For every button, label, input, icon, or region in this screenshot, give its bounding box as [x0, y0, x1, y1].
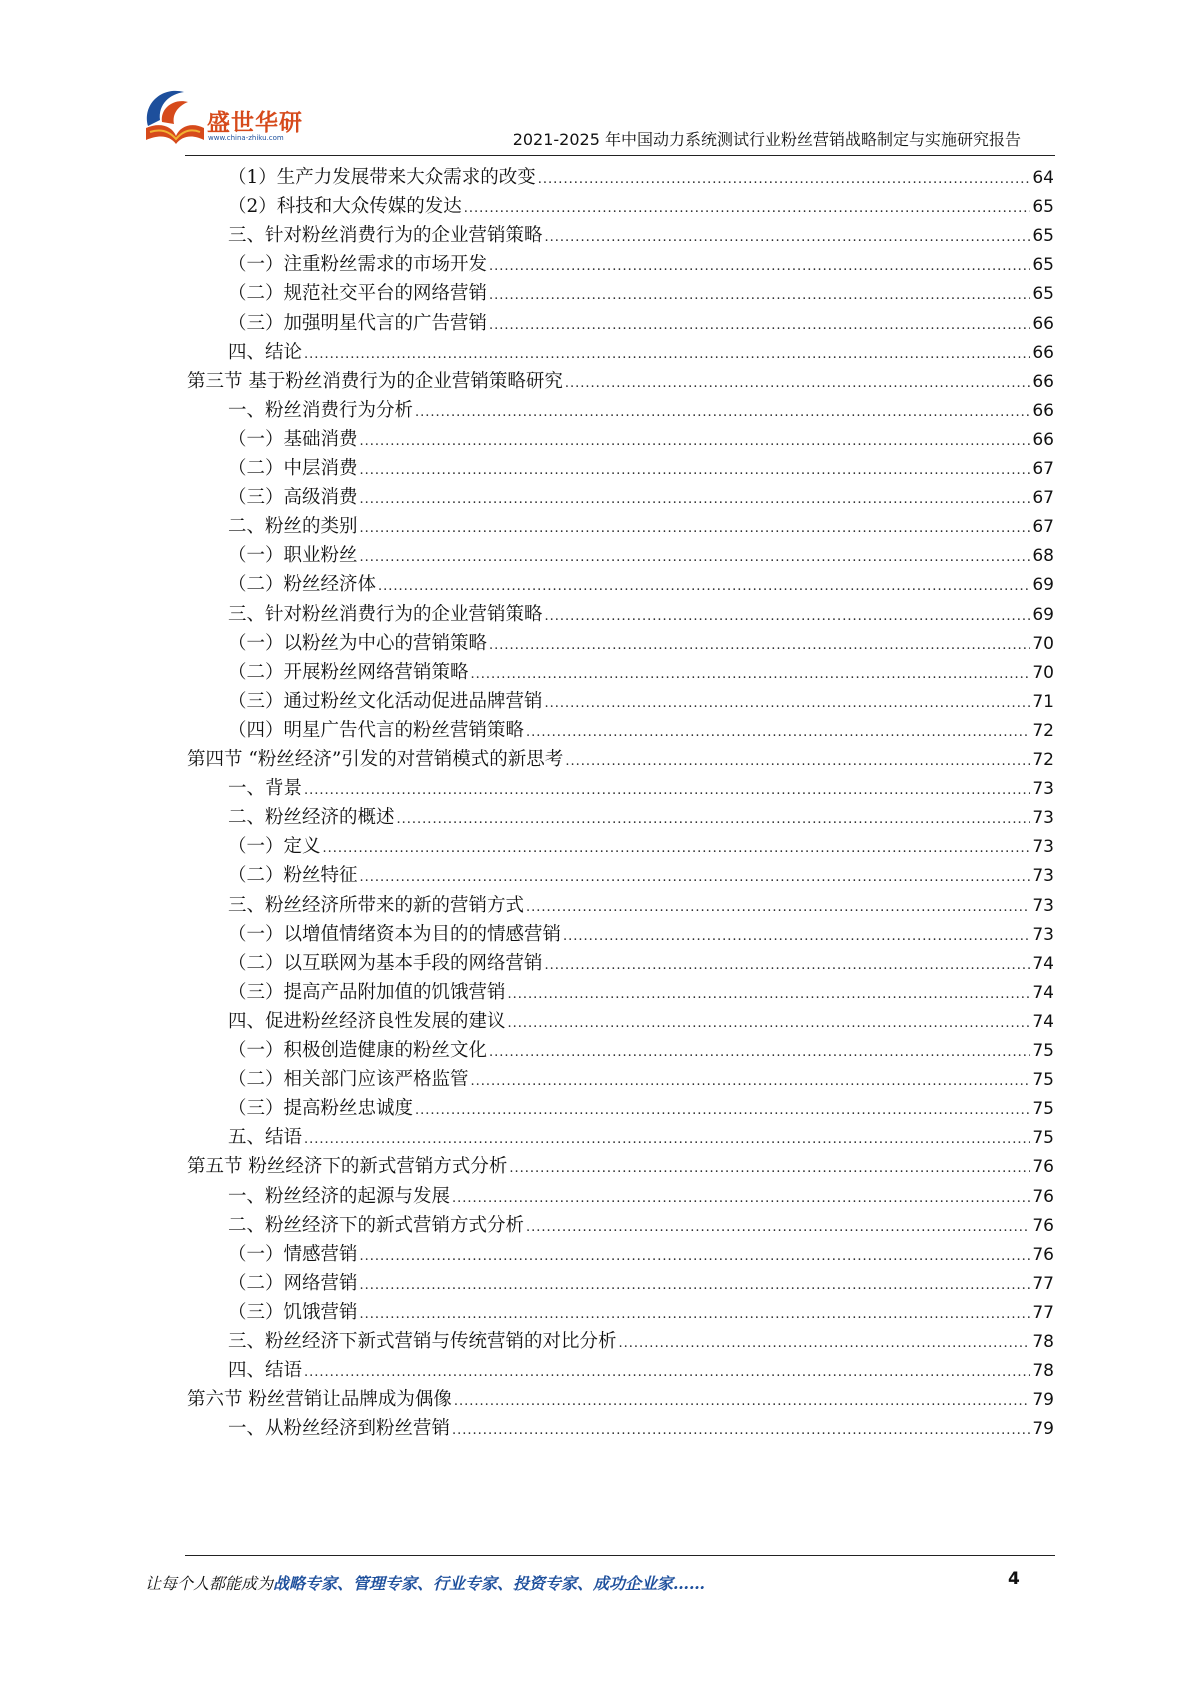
toc-entry-page: 65 [1032, 284, 1054, 305]
toc-entry-page: 74 [1032, 953, 1054, 974]
toc-entry-page: 72 [1032, 720, 1054, 741]
toc-entry-page: 76 [1032, 1157, 1054, 1178]
toc-entry-label: （1）生产力发展带来大众需求的改变 [228, 167, 536, 188]
toc-entry-page: 75 [1032, 1099, 1054, 1120]
toc-entry-label: 三、粉丝经济下新式营销与传统营销的对比分析 [228, 1331, 617, 1352]
toc-entry[interactable] [228, 599, 1054, 630]
toc-entry[interactable] [228, 1268, 1054, 1299]
toc-entry-page: 76 [1032, 1186, 1054, 1207]
toc-entry-page: 78 [1032, 1332, 1054, 1352]
toc-entry[interactable] [228, 657, 1054, 688]
toc-entry-label: 第五节 粉丝经济下的新式营销方式分析 [187, 1156, 508, 1178]
toc-entry-page: 73 [1032, 779, 1054, 800]
toc-entry[interactable] [228, 715, 1054, 746]
toc-entry-label: （三）加强明星代言的广告营销 [228, 312, 488, 334]
toc-entry-label: （四）明星广告代言的粉丝营销策略 [228, 719, 525, 741]
toc-entry-label: 三、粉丝经济所带来的新的营销方式 [228, 894, 525, 916]
toc-entry[interactable] [228, 162, 1054, 193]
toc-entry-page: 75 [1032, 1128, 1054, 1149]
toc-entry[interactable] [228, 395, 1054, 426]
toc-entry-page: 66 [1032, 371, 1054, 392]
toc-entry[interactable] [228, 337, 1054, 368]
logo-url: www.china-zhiku.com [208, 134, 284, 142]
toc-entry-label: 二、粉丝的类别 [228, 516, 358, 538]
toc-entry-page: 75 [1032, 1070, 1054, 1091]
toc-entry-page: 73 [1032, 837, 1054, 858]
toc-entry-label: 四、结语 [228, 1360, 303, 1382]
toc-entry[interactable] [228, 220, 1054, 251]
toc-entry-label: （一）情感营销 [228, 1243, 358, 1265]
toc-entry[interactable] [228, 890, 1054, 921]
toc-entry-label: （三）提高粉丝忠诚度 [228, 1098, 414, 1120]
toc-entry[interactable] [228, 1239, 1054, 1270]
toc-entry[interactable] [228, 831, 1054, 862]
toc-entry-label: （二）网络营销 [228, 1272, 358, 1294]
toc-entry-page: 66 [1032, 400, 1054, 421]
logo-emblem-icon [140, 82, 210, 152]
toc-entry-label: 第六节 粉丝营销让品牌成为偶像 [187, 1389, 452, 1411]
toc-entry-page: 67 [1032, 488, 1054, 509]
toc-entry-label: （三）高级消费 [228, 487, 358, 509]
toc-entry[interactable] [228, 308, 1054, 339]
company-logo [140, 82, 315, 152]
toc-entry-page: 67 [1032, 517, 1054, 538]
toc-entry-label: （三）饥饿营销 [228, 1301, 358, 1323]
toc-entry-label: 三、针对粉丝消费行为的企业营销策略 [228, 603, 543, 625]
toc-entry-label: （一）定义 [228, 836, 321, 858]
toc-entry-label: 三、针对粉丝消费行为的企业营销策略 [228, 225, 543, 247]
toc-entry-page: 72 [1032, 750, 1054, 770]
toc-entry-label: （二）中层消费 [228, 458, 358, 479]
toc-entry-label: 二、粉丝经济下的新式营销方式分析 [228, 1214, 525, 1236]
toc-entry[interactable] [228, 977, 1054, 1008]
toc-entry-page: 73 [1032, 924, 1054, 945]
toc-entry-page: 69 [1032, 604, 1054, 625]
toc-entry-label: （一）职业粉丝 [228, 545, 358, 567]
toc-entry-label: 第三节 基于粉丝消费行为的企业营销策略研究 [187, 370, 563, 392]
toc-entry-label: 第四节 “粉丝经济”引发的对营销模式的新思考 [187, 749, 564, 770]
toc-entry-label: （二）以互联网为基本手段的网络营销 [228, 952, 543, 974]
toc-entry-page: 79 [1032, 1419, 1054, 1440]
toc-entry[interactable] [228, 1093, 1054, 1124]
toc-entry[interactable] [228, 628, 1054, 659]
toc-entry[interactable] [228, 1326, 1054, 1357]
toc-entry-page: 73 [1032, 895, 1054, 916]
toc-entry-page: 77 [1032, 1302, 1054, 1323]
toc-entry[interactable] [228, 860, 1054, 891]
toc-entry[interactable] [228, 1297, 1054, 1328]
toc-entry-label: 一、背景 [228, 778, 303, 800]
toc-entry-page: 79 [1032, 1390, 1054, 1411]
toc-entry-page: 68 [1032, 546, 1054, 567]
toc-entry-page: 65 [1032, 255, 1054, 276]
footer-slogan-highlight: 战略专家、管理专家、行业专家、投资专家、成功企业家…… [273, 1574, 706, 1593]
toc-dot-leader [452, 1415, 1030, 1446]
toc-entry-label: （三）通过粉丝文化活动促进品牌营销 [228, 690, 543, 712]
toc-entry[interactable] [228, 249, 1054, 280]
toc-entry-page: 73 [1032, 866, 1054, 887]
toc-entry[interactable] [228, 453, 1054, 484]
toc-entry-page: 70 [1032, 662, 1054, 683]
toc-entry-page: 74 [1032, 982, 1054, 1003]
toc-entry-label: （一）基础消费 [228, 428, 358, 450]
toc-entry-label: （二）开展粉丝网络营销策略 [228, 661, 469, 683]
toc-entry-page: 77 [1032, 1273, 1054, 1294]
toc-entry[interactable] [228, 1210, 1054, 1241]
toc-entry-page: 76 [1032, 1215, 1054, 1236]
toc-entry-label: （一）注重粉丝需求的市场开发 [228, 254, 488, 276]
toc-entry[interactable] [228, 1064, 1054, 1095]
toc-entry-label: 二、粉丝经济的概述 [228, 807, 395, 829]
toc-entry-page: 71 [1032, 691, 1054, 712]
toc-entry[interactable] [228, 540, 1054, 571]
logo-name: 盛世华研 [207, 110, 303, 136]
toc-entry[interactable] [187, 744, 1054, 775]
toc-entry-page: 66 [1032, 429, 1054, 450]
toc-entry[interactable] [228, 686, 1054, 717]
toc-entry[interactable] [228, 569, 1054, 600]
toc-entry[interactable] [228, 1035, 1054, 1066]
toc-entry-label: 一、从粉丝经济到粉丝营销 [228, 1418, 451, 1440]
toc-entry[interactable] [228, 802, 1054, 833]
toc-entry[interactable] [228, 1355, 1054, 1386]
toc-entry-label: 四、结论 [228, 341, 303, 363]
toc-entry[interactable] [228, 773, 1054, 804]
toc-entry-page: 65 [1032, 226, 1054, 247]
toc-entry[interactable] [228, 948, 1054, 979]
toc-entry-page: 69 [1032, 575, 1054, 596]
toc-entry-label: （二）粉丝经济体 [228, 574, 377, 596]
toc-entry-label: （二）规范社交平台的网络营销 [228, 283, 488, 305]
toc-entry[interactable] [228, 278, 1054, 309]
toc-entry-label: 一、粉丝消费行为分析 [228, 399, 414, 421]
toc-entry-label: （2）科技和大众传媒的发达 [228, 196, 462, 218]
header-divider [185, 155, 1055, 156]
toc-entry[interactable] [228, 424, 1054, 455]
footer-slogan [145, 1571, 705, 1594]
toc-entry-page: 74 [1032, 1011, 1054, 1032]
toc-entry[interactable] [228, 1006, 1054, 1037]
toc-entry[interactable] [228, 511, 1054, 542]
toc-entry[interactable] [187, 366, 1054, 397]
toc-entry-page: 66 [1032, 342, 1054, 363]
toc-entry-label: （三）提高产品附加值的饥饿营销 [228, 981, 506, 1003]
toc-entry-page: 64 [1032, 168, 1054, 188]
toc-entry-page: 67 [1032, 459, 1054, 479]
toc-entry-page: 66 [1032, 313, 1054, 334]
toc-entry-page: 75 [1032, 1041, 1054, 1061]
toc-entry-page: 73 [1032, 808, 1054, 829]
toc-entry[interactable] [187, 1151, 1054, 1182]
toc-entry[interactable] [228, 1122, 1054, 1153]
toc-entry-label: （二）相关部门应该严格监管 [228, 1069, 469, 1091]
toc-entry-label: 一、粉丝经济的起源与发展 [228, 1185, 451, 1207]
toc-entry[interactable] [228, 919, 1054, 950]
page-number: 4 [1008, 1569, 1020, 1589]
toc-entry-page: 70 [1032, 633, 1054, 654]
toc-entry-label: 五、结语 [228, 1127, 303, 1149]
toc-entry-label: （二）粉丝特征 [228, 865, 358, 887]
toc-entry-label: （一）积极创造健康的粉丝文化 [228, 1040, 488, 1061]
toc-entry[interactable] [228, 191, 1054, 222]
toc-entry[interactable] [187, 1384, 1054, 1415]
toc-entry[interactable] [228, 482, 1054, 513]
page-header [0, 0, 1191, 160]
toc-entry-page: 65 [1032, 197, 1054, 218]
toc-entry-label: （一）以粉丝为中心的营销策略 [228, 632, 488, 654]
footer-divider [185, 1555, 1055, 1556]
toc-entry-label: （一）以增值情绪资本为目的的情感营销 [228, 923, 562, 945]
toc-entry[interactable] [228, 1181, 1054, 1212]
report-title: 2021-2025 年中国动力系统测试行业粉丝营销战略制定与实施研究报告 [512, 130, 1021, 149]
toc-entry[interactable] [228, 1413, 1054, 1444]
footer-slogan-prefix: 让每个人都能成为 [145, 1574, 274, 1593]
toc-entry-label: 四、促进粉丝经济良性发展的建议 [228, 1010, 506, 1032]
toc-entry-page: 78 [1032, 1361, 1054, 1382]
toc-entry-page: 76 [1032, 1244, 1054, 1265]
